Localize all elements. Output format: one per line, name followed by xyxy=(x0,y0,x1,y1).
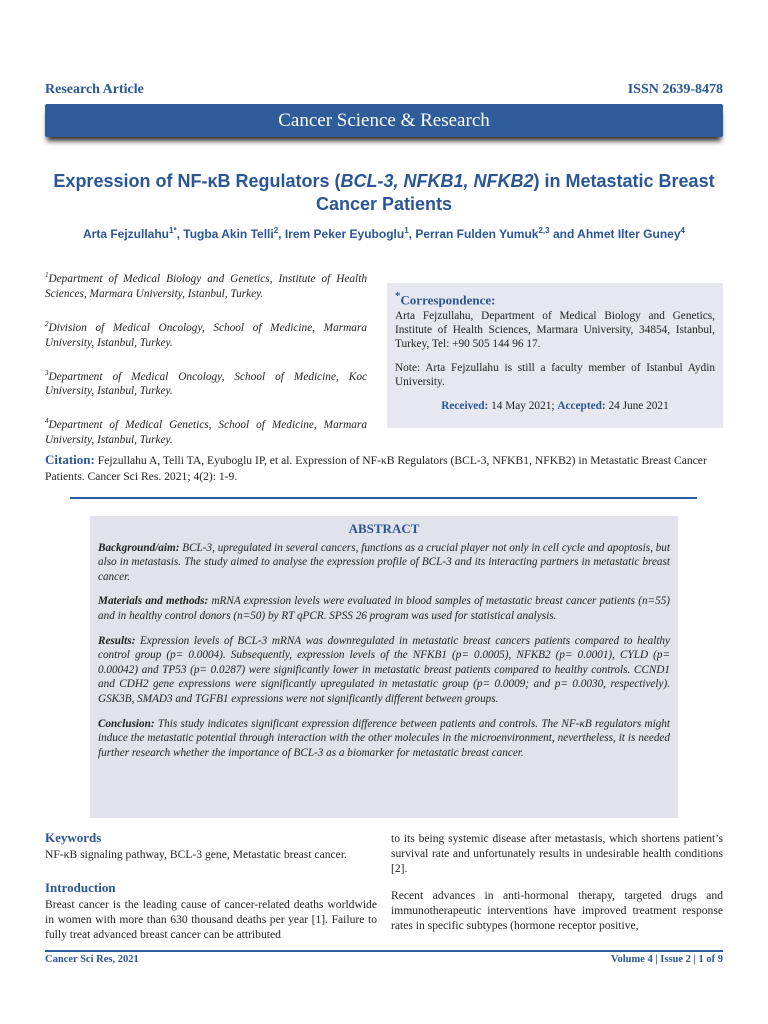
author-sup: 4 xyxy=(680,226,685,235)
author: Arta Fejzullahu xyxy=(83,227,170,241)
abstract-section: Results: Expression levels of BCL-3 mRNA was downregulated in metastatic breast cancers patients compared to healthy control group (p= 0.0004). Subsequently, expression levels of the NFKB1 (p= 0.0005), NFKB2 (p= 0.0001), CYLD (p= 0.00042) and TP53 (p= 0.0287) were significantly lower in metastatic breast patients compared to healthy controls. CCND1 and CDH2 gene expressions were significantly upregulated in metastatic group (p= 0.0009; and p= 0.0030, respectively). GSK3B, SMAD3 and TGFB1 expressions were not significantly different between groups. xyxy=(98,634,670,705)
citation-text: Fejzullahu A, Telli TA, Eyuboglu IP, et al. Expression of NF-κB Regulators (BCL-3, NFKB1, NFKB2) in Metastatic Breast Cancer Patients. Cancer Sci Res. 2021; 4(2): 1-9. xyxy=(45,454,707,483)
affiliation xyxy=(45,366,367,400)
author-sup: 2,3 xyxy=(538,226,550,235)
introduction-text: Breast cancer is the leading cause of cancer-related deaths worldwide in women with more than 630 thousand deaths per year [1]. Failure to fully treat advanced breast cancer can be attributed xyxy=(45,898,377,941)
author: Ahmet Ilter Guney xyxy=(577,227,681,241)
affiliation xyxy=(45,268,367,302)
abstract-section: Background/aim: BCL-3, upregulated in several cancers, functions as a crucial player not only in cell cycle and apoptosis, but also in metastasis. The study aimed to analyse the expression profile of BCL-3 and its interacting partners in metastatic breast cancer. xyxy=(98,541,671,583)
affil-sup: 4 xyxy=(45,417,49,426)
dates: Received: 14 May 2021; Accepted: 24 June 2021 xyxy=(441,400,669,413)
correspondence-box xyxy=(387,283,723,428)
intro-paragraph: Recent advances in anti-hormonal therapy, targeted drugs and immunotherapeutic interventions have improved treatment response rates in specific subtypes (hormone receptor positive, xyxy=(391,889,723,932)
keywords-text: NF-κB signaling pathway, BCL-3 gene, Metastatic breast cancer. xyxy=(45,848,347,861)
correspondence-note: Note: Arta Fejzullahu is still a faculty member of Istanbul Aydin University. xyxy=(395,362,715,389)
left-column xyxy=(45,830,377,942)
issn: ISSN 2639-8478 xyxy=(627,82,723,97)
divider xyxy=(70,497,697,499)
abstract-heading: ABSTRACT xyxy=(348,521,420,536)
article-title xyxy=(40,170,728,216)
author-sup: 1 xyxy=(404,226,409,235)
affil-sup: 2 xyxy=(45,319,49,328)
footer-rule xyxy=(45,950,723,952)
affil-text: Division of Medical Oncology, School of Medicine, Marmara University, Istanbul, Turkey. xyxy=(45,321,367,349)
author: Irem Peker Eyuboglu xyxy=(284,227,405,241)
title-part-1: Expression of NF-κB Regulators ( xyxy=(53,171,341,191)
affiliations xyxy=(45,268,367,463)
abstract-box xyxy=(90,516,678,818)
affiliation xyxy=(45,317,367,351)
received-label: Received: xyxy=(441,400,489,413)
affil-sup: 3 xyxy=(45,368,49,377)
author-sup: 2 xyxy=(273,226,279,235)
correspondence-address: Arta Fejzullahu, Department of Medical Biology and Genetics, Institute of Health Sciences, Marmara University, 34854, Istanbul, Turkey, Tel: +90 505 144 96 17. xyxy=(395,310,715,351)
abstract-section: Conclusion: This study indicates significant expression difference between patients and controls. The NF-κB regulators might induce the metastatic potential through interaction with the other molecules in the microenvironment, nevertheless, it is needed further research whether the importance of BCL-3 as a biomarker for metastatic breast cancer. xyxy=(98,717,670,759)
title-genes: BCL-3, NFKB1, NFKB2 xyxy=(340,171,534,191)
citation xyxy=(45,452,723,485)
author: Perran Fulden Yumuk xyxy=(415,227,539,241)
right-column xyxy=(391,831,723,945)
author: Tugba Akin Telli xyxy=(183,227,274,241)
affil-text: Department of Medical Biology and Genetics, Institute of Health Sciences, Marmara University, Istanbul, Turkey. xyxy=(45,272,367,300)
journal-banner: Cancer Science & Research xyxy=(45,104,723,137)
affil-sup: 1 xyxy=(45,271,49,279)
abstract-section: Materials and methods: mRNA expression levels were evaluated in blood samples of metastatic breast cancer patients (n=55) and in healthy control donors (n=50) by RT qPCR. SPSS 26 program was used for statistical analysis. xyxy=(98,595,671,622)
affil-text: Department of Medical Genetics, School of Medicine, Marmara University, Istanbul, Turkey. xyxy=(45,419,367,447)
keywords-heading: Keywords xyxy=(45,830,102,845)
accepted-date: 24 June 2021 xyxy=(608,400,669,413)
title-part-2: ) in Metastatic Breast Cancer Patients xyxy=(315,171,715,214)
affil-text: Department of Medical Oncology, School of Medicine, Koc University, Istanbul, Turkey. xyxy=(45,370,367,398)
citation-label: Citation: xyxy=(45,452,95,467)
author-list: Arta Fejzullahu$^{1*}$, Tugba Akin Telli$^2$, Irem Peker Eyuboglu$^1$, Perran Fulden Yumuk$^{2,3}$ and Ahmet Ilter Guney$^4$ xyxy=(83,226,685,241)
footer-journal: Cancer Sci Res, 2021 xyxy=(45,954,139,965)
author-sup: 1* xyxy=(169,226,177,235)
received-date: 14 May 2021 xyxy=(491,400,552,413)
intro-continued: to its being systemic disease after metastasis, which shortens patient’s survival rate and unfortunately results in undesirable health conditions [2]. xyxy=(391,832,723,875)
header-row xyxy=(45,82,723,98)
introduction-heading: Introduction xyxy=(45,880,116,895)
affiliation xyxy=(45,414,367,448)
correspondence-heading: *Correspondence: xyxy=(395,290,496,308)
accepted-label: Accepted: xyxy=(557,400,606,413)
article-type: Research Article xyxy=(45,82,144,97)
footer-page: Volume 4 | Issue 2 | 1 of 9 xyxy=(610,954,723,965)
footer xyxy=(45,954,723,965)
